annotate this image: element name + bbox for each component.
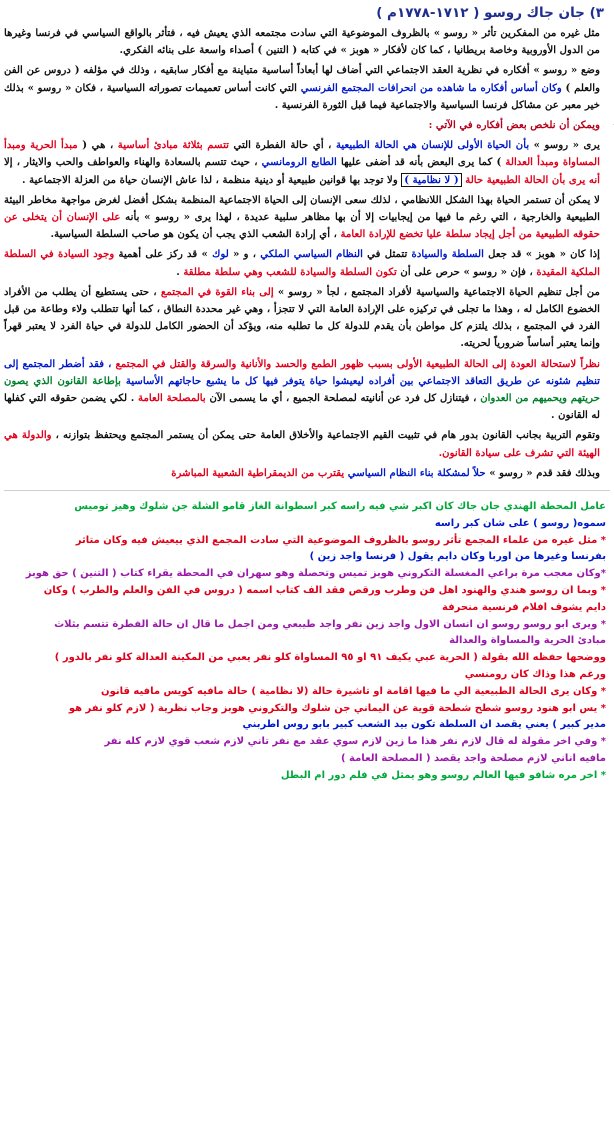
text-segment: ) كما يرى البعض بأنه قد أضفى عليها bbox=[336, 156, 506, 169]
text-segment: ، فإن « روسو » حرص على أن bbox=[396, 265, 537, 278]
comment-line: * وكان يرى الحالة الطبيعية الي ما فيها اقامة او تاشيرة حالة (لا نظامية ) حالة مافيه كويس مافيه قانون bbox=[101, 685, 606, 697]
point-sovereignty bbox=[4, 246, 610, 280]
comment-line: * يس ابو هنود روسو شطح شطحة قوية عن اليماني جن شلوك والتكروني هوبز وجاب نظرية ( لازم كلو نفر هو bbox=[68, 702, 606, 714]
text-segment: ، حتى يستطيع أن يطلب من الأفراد الخضوع الكامل له ، وهذا ما تجلى في تركيزه على الإرادة العامة التي لا تتجزأ ، وهي غير محددة النطاق ، كما أنها تتطلب ولاء وطاعة من قبل الفرد في المجتمع ، بذلك يلتزم كل مواطن بأن يقدم للدولة كل ما تطلبه منه، ويؤكد أن الحضور الكامل للدولة في حياة الفرد لا يعتبر قهراً وإنما يعتبر أساساً ضرورياً لحريته. bbox=[4, 285, 600, 350]
comment-line: سموه( روسو ) على شان كبر راسه bbox=[434, 517, 606, 529]
text-segment: التي كانت أساس تعميمات تصوراته السياسية ، فكان « روسو » بذلك خير معبر عن مشاكل فرنسا السياسية والاجتماعية فيما قبل الثورة الفرنسية . bbox=[4, 81, 600, 111]
point-natural-state bbox=[4, 137, 610, 189]
comment-line: دايم يشوف افلام فرنسية منحرفة bbox=[442, 601, 606, 613]
highlight-power-building: إلى بناء القوة في المجتمع bbox=[160, 285, 274, 298]
highlight-state-law: والدولة هي الهيئة التي تشرف على سيادة القانون. bbox=[4, 429, 600, 459]
highlight-public-interest: بالمصلحة العامة bbox=[138, 392, 206, 405]
text-segment: ، فيتنازل كل فرد عن أنانيته لمصلحة الجميع ، أي ما يسمى الآن bbox=[205, 392, 481, 405]
point-organized-life bbox=[4, 192, 610, 244]
highlight-natural-state: بأن الحياة الأولى للإنسان هي الحالة الطبيعية bbox=[335, 139, 530, 152]
highlight-democracy: يقترب من الديمقراطية الشعبية المباشرة bbox=[171, 466, 345, 479]
text-segment: تتمثل في bbox=[362, 248, 412, 261]
section-divider bbox=[4, 490, 610, 491]
highlight-general-will: على الإنسان أن يتخلى عن حقوقه الطبيعية من أجل إيجاد سلطة عليا تخضع للإرادة العامة bbox=[4, 211, 600, 241]
highlight-romantic: الطابع الرومانسي bbox=[261, 156, 337, 169]
text-segment: من أجل تنظيم الحياة الاجتماعية والسياسية لأفراد المجتمع ، لجأ « روسو » bbox=[273, 285, 601, 298]
comment-line: * مثل غيره من علماء المجمع تأثر روسو بالظروف الموضوعية التي سادت المجمع الذي ييعيش فيه وكان متاثر bbox=[75, 534, 606, 546]
highlight-natural-condition: أنه يرى بأن الحالة الطبيعية حالة bbox=[465, 173, 600, 186]
highlight-non-systematic: ( لا نظامية ) bbox=[401, 173, 461, 187]
comment-line: مدير كبير ) يعني يقصد ان السلطة تكون بيد الشعب كبير بابو روس اطربني bbox=[242, 719, 606, 731]
text-segment: ، و « bbox=[228, 248, 261, 261]
text-segment: ، أي حالة الفطرة التي bbox=[228, 139, 336, 152]
text-segment: لا يمكن أن تستمر الحياة بهذا الشكل اللانظامي ، لذلك سعى الإنسان إلى الحياة الاجتماعية المنظمة بشكل أفضل لغرض مواجهة مخاطر البيئة الطبيعية والخارجية ، التي رغم ما فيها من إيجابيات إلا أن بها مظاهر سلبية عديدة ، لهذا يرى « روسو » بأنه bbox=[4, 193, 600, 224]
text-segment: ، أي إرادة الشعب الذي يجب أن يكون هو صاحب السلطة السياسية. bbox=[50, 228, 341, 241]
text-segment: وبذلك فقد قدم « روسو » bbox=[485, 466, 600, 479]
paragraph-influences: • مثل غيره من المفكرين تأثر « روسو » بالظروف الموضوعية التي سادت مجتمعه الذي يعيش فيه ، فتأثر بالواقع السياسي في فرنسا وغيرها من الدول الأوروبية وخاصة بريطانيا ، كما كان لأفكار « هوبز » في كتابه ( التنين ) أصداء واسعة على بنائه الفكري. bbox=[4, 25, 610, 59]
summary-heading: ❖ ويمكن أن نلخص بعض أفكاره في الآتي : bbox=[4, 117, 610, 134]
text-segment: يرى « روسو » bbox=[529, 139, 600, 152]
highlight-monarchy: النظام السياسي الملكي bbox=[260, 248, 363, 261]
highlight-locke: لوك bbox=[212, 248, 229, 261]
comment-line: مافيه اناني لازم مصلحة واجد يقصد ( المصلحة العامة ) bbox=[341, 753, 606, 765]
text-segment: . لكي يضمن حقوقه التي كفلها له القانون . bbox=[4, 392, 600, 422]
comment-line: * ويرى ابو روسو روسو ان انسان الاول واجد زين نفر واجد طيبعي ومن اجمل ما قال ان حالة الفطرة تتسم بثلاث bbox=[54, 618, 606, 630]
highlight-law-obedience: بإطاعة القانون الذي يصون حريتهم ويحميهم من العدوان bbox=[4, 374, 600, 405]
text-segment: . bbox=[176, 265, 184, 278]
comment-line: * وبما ان روسو هندي والهنود اهل فن وطرب ورقص فقد الف كتاب اسمه ( دروس في الفن والعلم والطرب ) وكان bbox=[43, 585, 606, 597]
highlight-principles-list: مبدأ الحرية ومبدأ المساواة ومبدأ العدالة bbox=[4, 139, 600, 169]
text-segment: ، هي ( bbox=[77, 139, 118, 152]
comment-line: عامل المحطة الهندي جان جاك كان اكبر شي فيه راسه كبر اسطوانة الغاز قامو الشلة جن شلوك وهيز توميس bbox=[74, 501, 606, 513]
comment-line: * وفي اخر مقولة له قال لازم نفر هذا ما زين لازم سوي عقد مع نفر تاني لازم شعب قوي لازم كله نفر bbox=[104, 736, 606, 748]
paragraph-conclusion bbox=[4, 465, 610, 482]
highlight-french-society: وكان أساس أفكاره ما شاهده من انحرافات المجتمع الفرنسي bbox=[300, 81, 562, 94]
text-segment: وتقوم التربية بجانب القانون بدور هام في تثبيت القيم الاجتماعية والأخلاق العامة حتى يمكن أن يستمر المجتمع ويحتفظ بتوازنه ، bbox=[51, 429, 600, 442]
highlight-solution: حلاً لمشكلة بناء النظام السياسي bbox=[347, 466, 486, 479]
comments-section bbox=[4, 499, 610, 785]
text-segment: » قد ركز على أهمية bbox=[114, 248, 213, 261]
highlight-three-principles: تتسم بثلاثة مبادئ أساسية bbox=[117, 139, 229, 152]
comment-line: مبادئ الحرية والمساواة والعدالة bbox=[449, 635, 606, 647]
text-segment: وضع « روسو » أفكاره في نظرية العقد الاجتماعي التي أضاف لها أبعاداً أساسية متباينة مع أفكار سابقيه ، وذلك في مؤلفه ( دروس عن الفن والعلم ) bbox=[4, 64, 600, 94]
comment-line: * اخر مره شافو فيها العالم روسو وهو يمثل في فلم دور ام البطل bbox=[280, 769, 606, 781]
highlight-popular-sovereignty: تكون السلطة والسيادة للشعب وهي سلطة مطلقة bbox=[183, 265, 397, 278]
text-segment: ، حيث تتسم بالسعادة والهناء والعواطف والحب والايثار ، إلا bbox=[4, 156, 262, 169]
comment-line: ورغم هذا وذاك كان رومنسي bbox=[464, 669, 606, 681]
comment-line: *وكان معجب مرة براعي المغسلة التكروني هوبز تميس وتحصلة وهو سهران في المحطة يقراء كتاب ( التنين ) حق هوبز bbox=[25, 568, 606, 580]
point-state-power bbox=[4, 284, 610, 353]
paragraph-social-contract bbox=[4, 62, 610, 114]
highlight-authority: السلطة والسيادة bbox=[411, 248, 484, 261]
highlight-impossibility: نظراً لاستحالة العودة إلى الحالة الطبيعية الأولى بسبب ظهور الطمع والحسد والأنانية والسرقة والقتل في المجتمع bbox=[115, 357, 600, 370]
text-segment: ولا توجد بها قوانين طبيعية أو دينية منظمة ، لذا عاش الإنسان حياة من العزلة الاجتماعية . bbox=[22, 173, 402, 186]
point-education bbox=[4, 427, 610, 461]
text-segment: إذا كان « هوبز » قد جعل bbox=[483, 248, 601, 261]
section-title: ٣) جان جاك روسو ( ١٧١٢-١٧٧٨م ) bbox=[376, 5, 604, 21]
highlight-contract: ، فقد أضطر المجتمع إلى تنظيم شئونه عن طريق التعاقد الاجتماعي بين أفراده ليعيشوا حياة يتوفر فيها كل ما يشبع حاجاتهم الأساسية bbox=[4, 357, 600, 387]
highlight-limited-monarchy: وجود السيادة في السلطة الملكية المقيدة bbox=[4, 248, 600, 278]
comment-line: ووضحها حفظه الله بقولة ( الحرية عبي يكيف ٩١ او ٩٥ المساواة كلو نفر يعبي من المكينة العدالة كلو نفر بالدور ) bbox=[54, 652, 606, 664]
point-social-contract-reason bbox=[4, 356, 610, 425]
comment-line: بفرنسا وغيرها من اوربا وكان دايم يقول ( فرنسا واجد زين ) bbox=[309, 551, 606, 563]
